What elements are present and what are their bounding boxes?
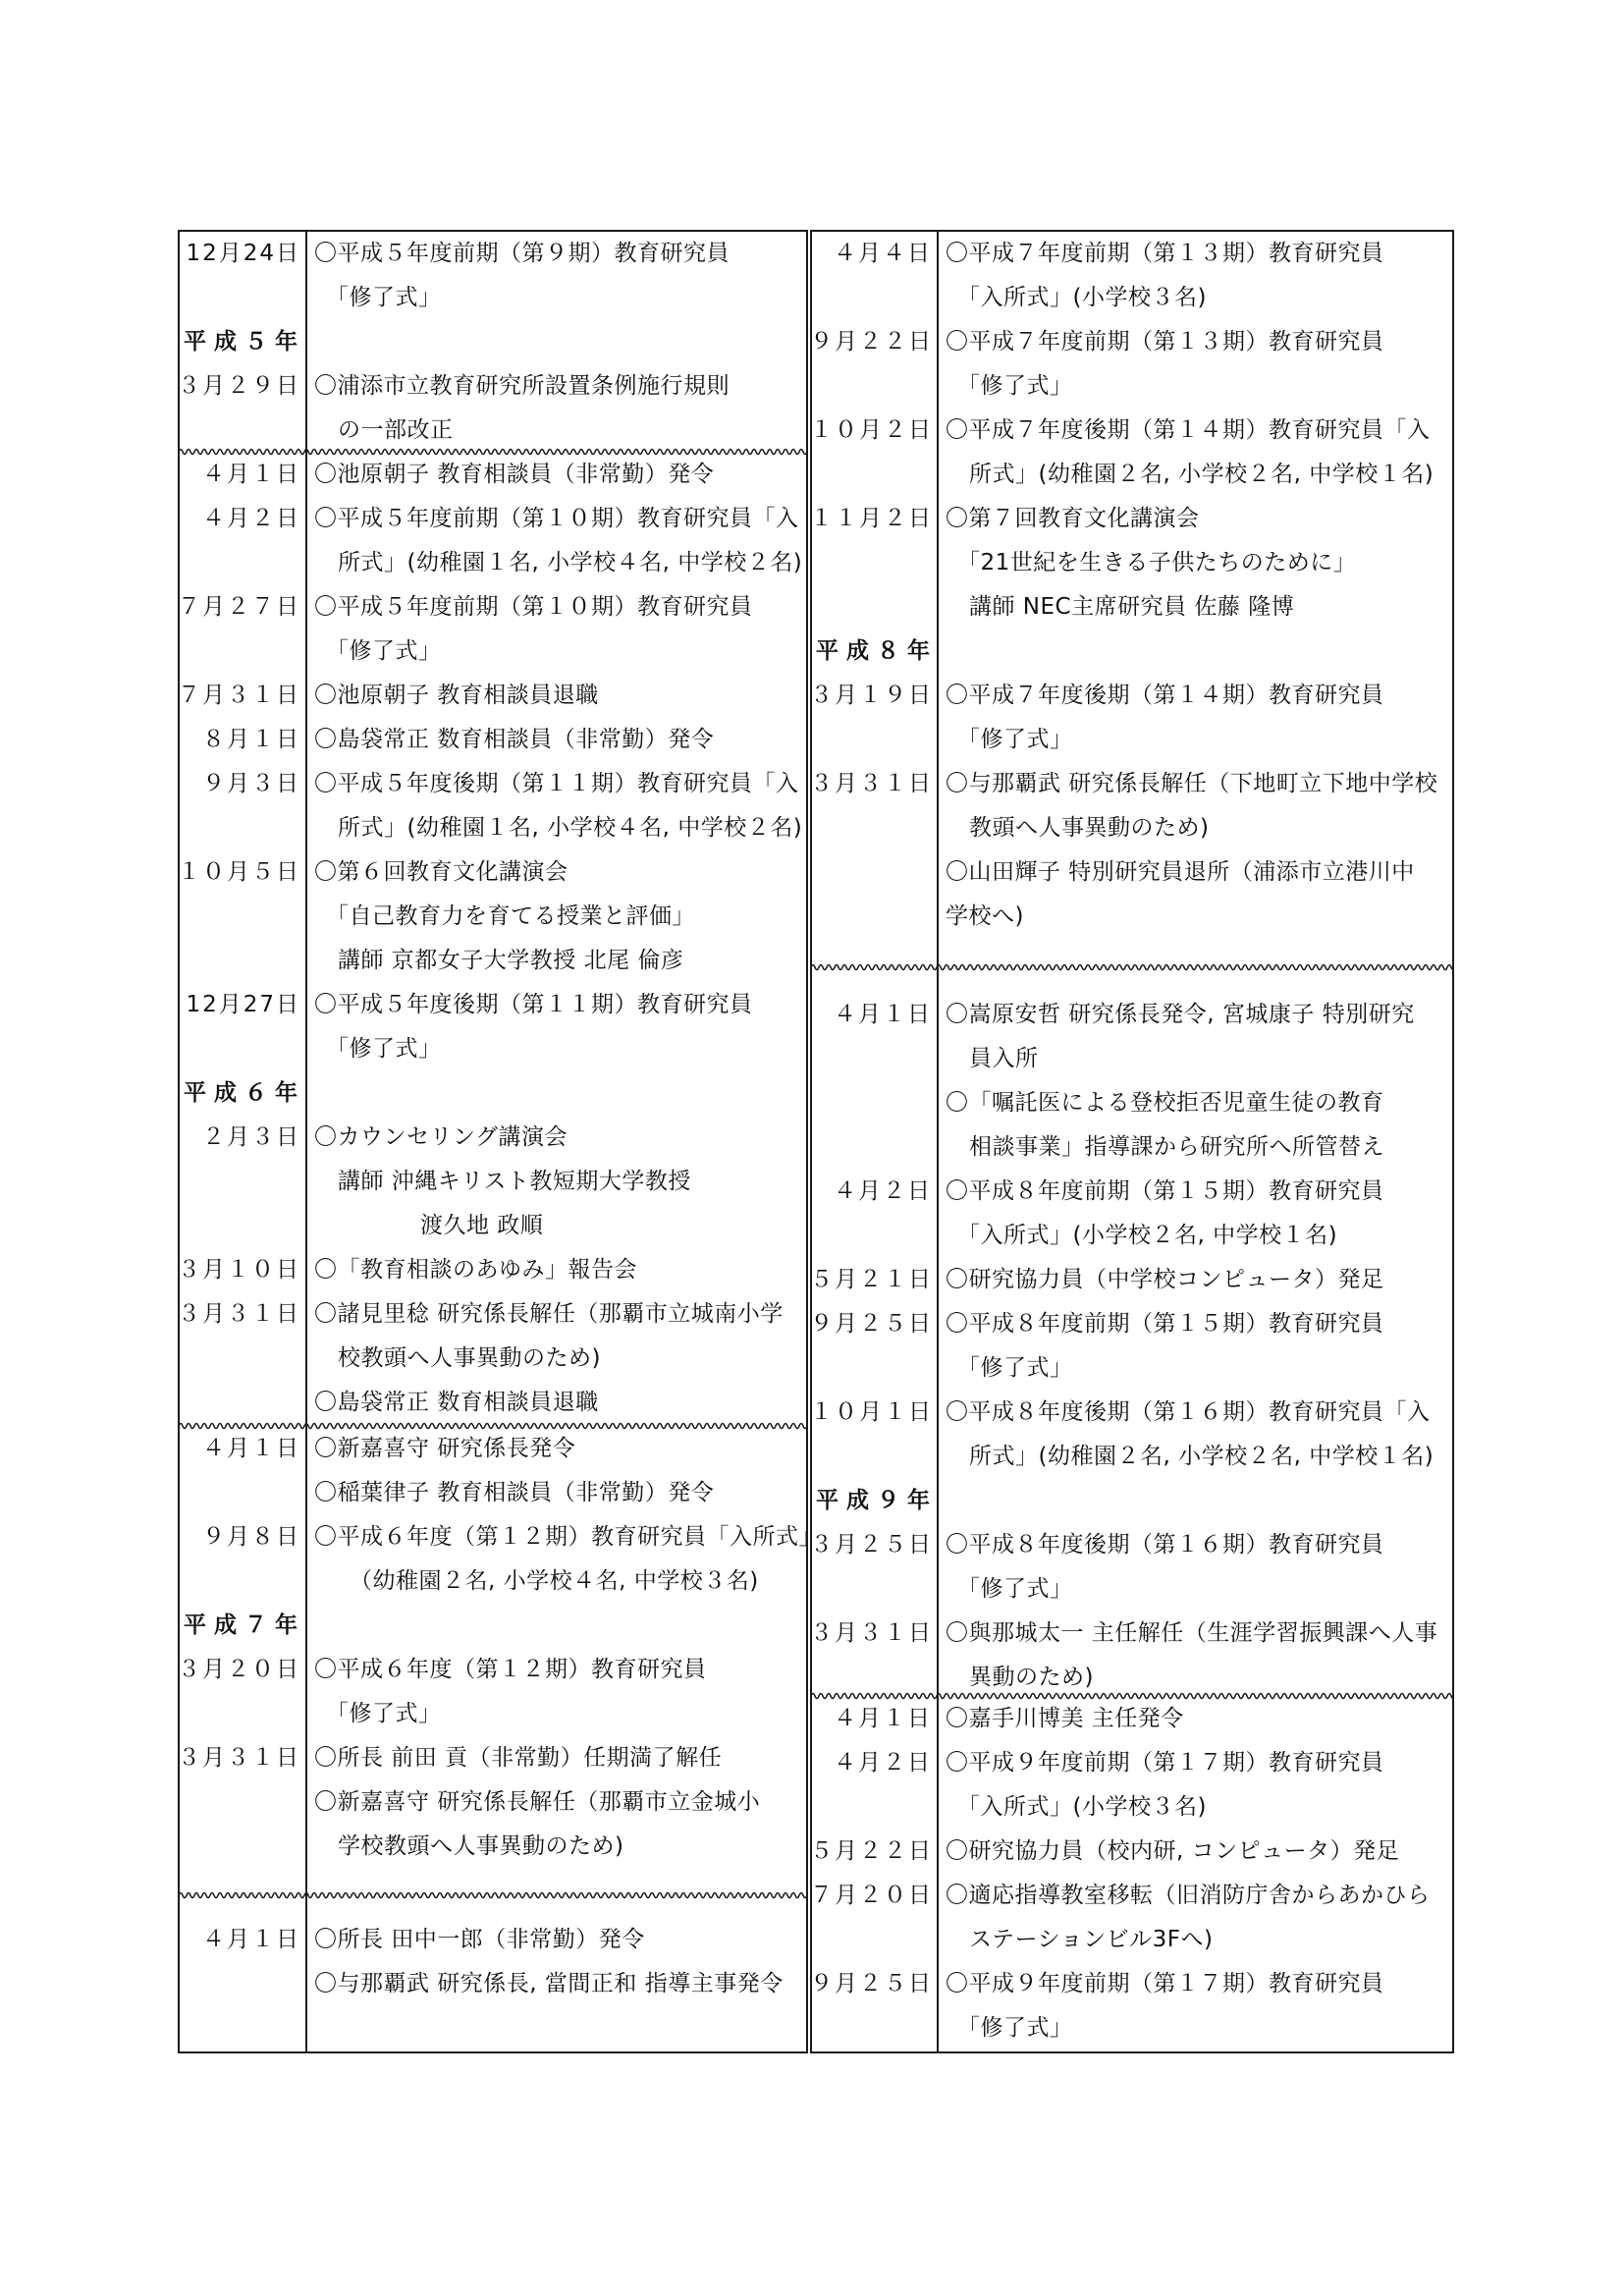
entry-text: 〇嵩原安哲 研究係長発令, 宮城康子 特別研究 — [946, 1002, 1415, 1027]
entry-date: ３月３１日 — [810, 771, 933, 796]
entry-text: 〇新嘉喜守 研究係長発令 — [314, 1436, 576, 1461]
entry-text: （幼稚園２名, 小学校４名, 中学校３名) — [350, 1568, 759, 1594]
entry-text: 学校教頭へ人事異動のため) — [338, 1833, 624, 1859]
entry-date: ９月２５日 — [810, 1311, 933, 1337]
entry-text: 講師 京都女子大学教授 北尾 倫彦 — [338, 948, 684, 973]
entry-text: 〇島袋常正 数育相談員退職 — [314, 1390, 599, 1415]
entry-text: 〇山田輝子 特別研究員退所（浦添市立港川中 — [946, 859, 1415, 885]
entry-text: 〇所長 前田 貢（非常勤）任期満了解任 — [314, 1745, 723, 1771]
entry-text: 〇池原朝子 教育相談員（非常勤）発令 — [314, 462, 715, 487]
entry-text: 「修了式」 — [326, 285, 442, 310]
entry-text: 「修了式」 — [957, 727, 1073, 752]
entry-date: ３月２９日 — [178, 373, 300, 399]
entry-date: ３月１０日 — [178, 1257, 300, 1283]
entry-date: ３月３１日 — [178, 1745, 300, 1771]
entry-text: 「修了式」 — [957, 2015, 1073, 2041]
entry-date: ５月２１日 — [810, 1267, 933, 1292]
entry-text: 異動のため) — [969, 1665, 1094, 1690]
entry-text: 〇平成８年度前期（第１５期）教育研究員 — [946, 1178, 1384, 1204]
entry-text: 渡久地 政順 — [420, 1213, 544, 1238]
entry-text: 〇平成７年度前期（第１３期）教育研究員 — [946, 329, 1384, 355]
entry-date: ３月３１日 — [810, 1620, 933, 1646]
entry-text: 所式」(幼稚園２名, 小学校２名, 中学校１名) — [969, 462, 1435, 487]
entry-date: ４月４日 — [834, 241, 932, 266]
year-heading: 平成５年 — [184, 329, 305, 355]
entry-text: 〇新嘉喜守 研究係長解任（那覇市立金城小 — [314, 1789, 761, 1815]
entry-text: 「修了式」 — [957, 373, 1073, 399]
entry-text: 〇第６回教育文化講演会 — [314, 859, 568, 885]
entry-text: 「修了式」 — [326, 638, 442, 664]
entry-date: 12月27日 — [186, 992, 300, 1017]
entry-text: 所式」(幼稚園１名, 小学校４名, 中学校２名) — [338, 550, 803, 575]
entry-text: 〇平成５年度後期（第１１期）教育研究員「入 — [314, 771, 799, 796]
entry-date: ４月１日 — [834, 1002, 932, 1027]
entry-text: 員入所 — [969, 1046, 1039, 1071]
entry-text: 所式」(幼稚園２名, 小学校２名, 中学校１名) — [969, 1444, 1435, 1469]
entry-date: １０月２日 — [810, 417, 933, 443]
year-heading: 平成９年 — [816, 1488, 938, 1513]
entry-date: ４月１日 — [202, 1927, 300, 1952]
entry-date: 12月24日 — [186, 241, 300, 266]
entry-text: 〇平成８年度前期（第１５期）教育研究員 — [946, 1311, 1384, 1337]
right-date-divider — [937, 230, 939, 2053]
entry-text: 講師 沖縄キリスト教短期大学教授 — [338, 1169, 691, 1194]
entry-date: ４月２日 — [834, 1178, 932, 1204]
entry-text: 〇稲葉律子 教育相談員（非常勤）発令 — [314, 1480, 715, 1505]
entry-text: 〇カウンセリング講演会 — [314, 1124, 568, 1150]
entry-text: 〇諸見里稔 研究係長解任（那覇市立城南小学 — [314, 1301, 784, 1327]
entry-text: 〇平成６年度（第１２期）教育研究員 — [314, 1657, 707, 1682]
entry-text: 〇「嘱託医による登校拒否児童生徒の教育 — [946, 1090, 1384, 1116]
entry-text: 〇平成７年度前期（第１３期）教育研究員 — [946, 241, 1384, 266]
entry-text: 〇平成５年度後期（第１１期）教育研究員 — [314, 992, 753, 1017]
entry-text: 「入所式」(小学校３名) — [957, 285, 1207, 310]
entry-date: ３月３１日 — [178, 1301, 300, 1327]
entry-text: 〇平成８年度後期（第１６期）教育研究員 — [946, 1532, 1384, 1558]
year-heading: 平成８年 — [816, 638, 938, 664]
entry-date: ４月１日 — [202, 462, 300, 487]
entry-date: ３月２０日 — [178, 1657, 300, 1682]
entry-text: 〇平成８年度後期（第１６期）教育研究員「入 — [946, 1399, 1431, 1425]
entry-date: ９月８日 — [202, 1524, 300, 1550]
entry-text: 〇與那城太一 主任解任（生涯学習振興課へ人事 — [946, 1620, 1438, 1646]
entry-date: ７月２７日 — [178, 594, 300, 620]
entry-text: 「修了式」 — [957, 1576, 1073, 1602]
entry-date: ２月３日 — [202, 1124, 300, 1150]
left-date-divider — [305, 230, 307, 2053]
entry-date: ４月２日 — [834, 1750, 932, 1776]
entry-text: ステーションビル3Fへ) — [969, 1927, 1214, 1952]
entry-text: 「修了式」 — [957, 1355, 1073, 1381]
entry-text: 〇与那覇武 研究係長, 當間正和 指導主事発令 — [314, 1971, 784, 1996]
wavy-section-divider — [179, 447, 807, 457]
entry-text: 〇平成６年度（第１２期）教育研究員「入所式」 — [314, 1524, 822, 1550]
entry-text: 教頭へ人事異動のため) — [969, 815, 1210, 841]
entry-date: ４月１日 — [834, 1706, 932, 1731]
entry-date: １０月５日 — [178, 859, 300, 885]
entry-date: ９月２５日 — [810, 1971, 933, 1996]
entry-text: 〇所長 田中一郎（非常勤）発令 — [314, 1927, 645, 1952]
entry-text: 「修了式」 — [326, 1701, 442, 1726]
entry-text: 「入所式」(小学校３名) — [957, 1794, 1207, 1820]
entry-date: ９月２２日 — [810, 329, 933, 355]
entry-text: 〇「教育相談のあゆみ」報告会 — [314, 1257, 637, 1283]
entry-text: 〇平成７年度後期（第１４期）教育研究員「入 — [946, 417, 1431, 443]
entry-date: ９月３日 — [202, 771, 300, 796]
wavy-section-divider — [179, 1421, 807, 1431]
entry-text: 「21世紀を生きる子供たちのために」 — [957, 550, 1357, 575]
entry-text: の一部改正 — [338, 417, 454, 443]
entry-text: 「自己教育力を育てる授業と評価」 — [326, 903, 695, 929]
entry-text: 〇第７回教育文化講演会 — [946, 506, 1200, 531]
entry-date: ５月２２日 — [810, 1838, 933, 1864]
wavy-section-divider — [811, 1691, 1453, 1701]
entry-text: 〇与那覇武 研究係長解任（下地町立下地中学校 — [946, 771, 1438, 796]
entry-text: 〇平成５年度前期（第１０期）教育研究員 — [314, 594, 753, 620]
entry-date: ７月２０日 — [810, 1883, 933, 1908]
entry-text: 〇平成５年度前期（第９期）教育研究員 — [314, 241, 730, 266]
entry-date: ３月１９日 — [810, 683, 933, 708]
entry-text: 〇平成７年度後期（第１４期）教育研究員 — [946, 683, 1384, 708]
entry-date: ７月３１日 — [178, 683, 300, 708]
entry-date: １０月１日 — [810, 1399, 933, 1425]
entry-date: ４月２日 — [202, 506, 300, 531]
entry-text: 講師 NEC主席研究員 佐藤 隆博 — [969, 594, 1295, 620]
wavy-section-divider — [179, 1890, 807, 1900]
entry-text: 〇島袋常正 数育相談員（非常勤）発令 — [314, 727, 715, 752]
entry-text: 「入所式」(小学校２名, 中学校１名) — [957, 1223, 1338, 1248]
entry-text: 〇適応指導教室移転（旧消防庁舎からあかひら — [946, 1883, 1431, 1908]
entry-date: ３月２５日 — [810, 1532, 933, 1558]
entry-text: 〇研究協力員（中学校コンピュータ）発足 — [946, 1267, 1384, 1292]
entry-text: 学校へ) — [946, 903, 1024, 929]
entry-date: １１月２日 — [810, 506, 933, 531]
entry-text: 所式」(幼稚園１名, 小学校４名, 中学校２名) — [338, 815, 803, 841]
entry-text: 〇浦添市立教育研究所設置条例施行規則 — [314, 373, 730, 399]
entry-text: 相談事業」指導課から研究所へ所管替え — [969, 1134, 1384, 1160]
entry-date: ８月１日 — [202, 727, 300, 752]
year-heading: 平成６年 — [184, 1080, 305, 1106]
entry-text: 〇嘉手川博美 主任発令 — [946, 1706, 1184, 1731]
wavy-section-divider — [811, 962, 1453, 972]
entry-text: 〇平成５年度前期（第１０期）教育研究員「入 — [314, 506, 799, 531]
entry-text: 〇平成９年度前期（第１７期）教育研究員 — [946, 1750, 1384, 1776]
entry-text: 校教頭へ人事異動のため) — [338, 1345, 601, 1371]
entry-text: 「修了式」 — [326, 1036, 442, 1062]
entry-text: 〇平成９年度前期（第１７期）教育研究員 — [946, 1971, 1384, 1996]
year-heading: 平成７年 — [184, 1613, 305, 1638]
entry-text: 〇池原朝子 教育相談員退職 — [314, 683, 599, 708]
entry-date: ４月１日 — [202, 1436, 300, 1461]
entry-text: 〇研究協力員（校内研, コンピュータ）発足 — [946, 1838, 1400, 1864]
